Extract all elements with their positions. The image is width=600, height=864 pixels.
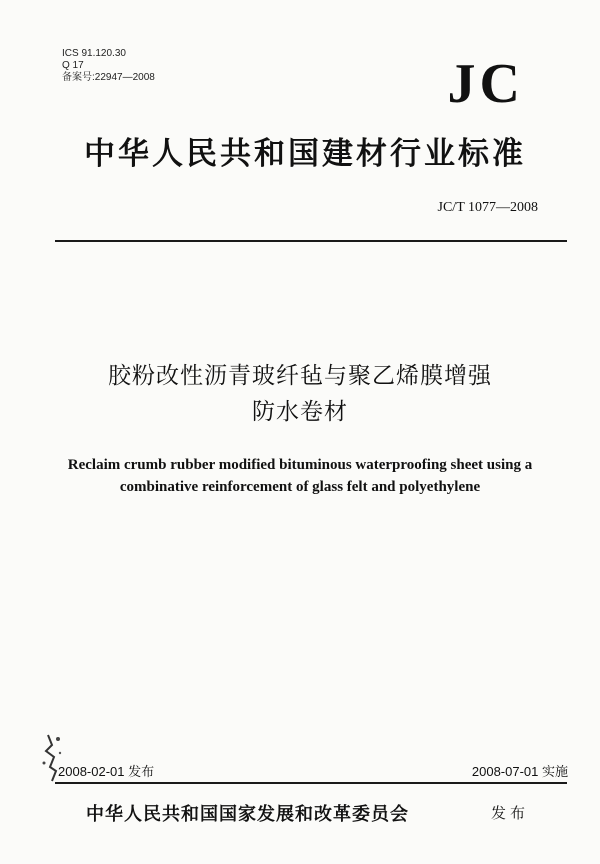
english-title-line-1: Reclaim crumb rubber modified bituminous waterproofing sheet using a — [67, 457, 533, 473]
implementation-date: 2008-07-01 实施 — [471, 764, 568, 779]
issuer-suffix: 发布 — [491, 804, 530, 822]
ics-code: ICS 91.120.30 — [62, 48, 126, 59]
ccs-code: Q 17 — [62, 60, 84, 71]
bottom-divider — [55, 782, 567, 784]
standard-code: JC/T 1077—2008 — [437, 200, 538, 215]
chinese-title-line-2: 防水卷材 — [252, 399, 348, 425]
chinese-title-line-1: 胶粉改性沥青玻纤毡与聚乙烯膜增强 — [108, 363, 492, 389]
issue-date: 2008-02-01 发布 — [58, 764, 155, 779]
filing-number: 备案号:22947—2008 — [62, 72, 155, 83]
english-title-line-2: combinative reinforcement of glass felt and polyethylene — [119, 479, 481, 495]
agency-title: 中华人民共和国建材行业标准 — [84, 136, 526, 172]
top-divider — [55, 240, 567, 242]
issuer-name: 中华人民共和国国家发展和改革委员会 — [86, 804, 409, 825]
jc-logo: JC — [447, 53, 524, 115]
